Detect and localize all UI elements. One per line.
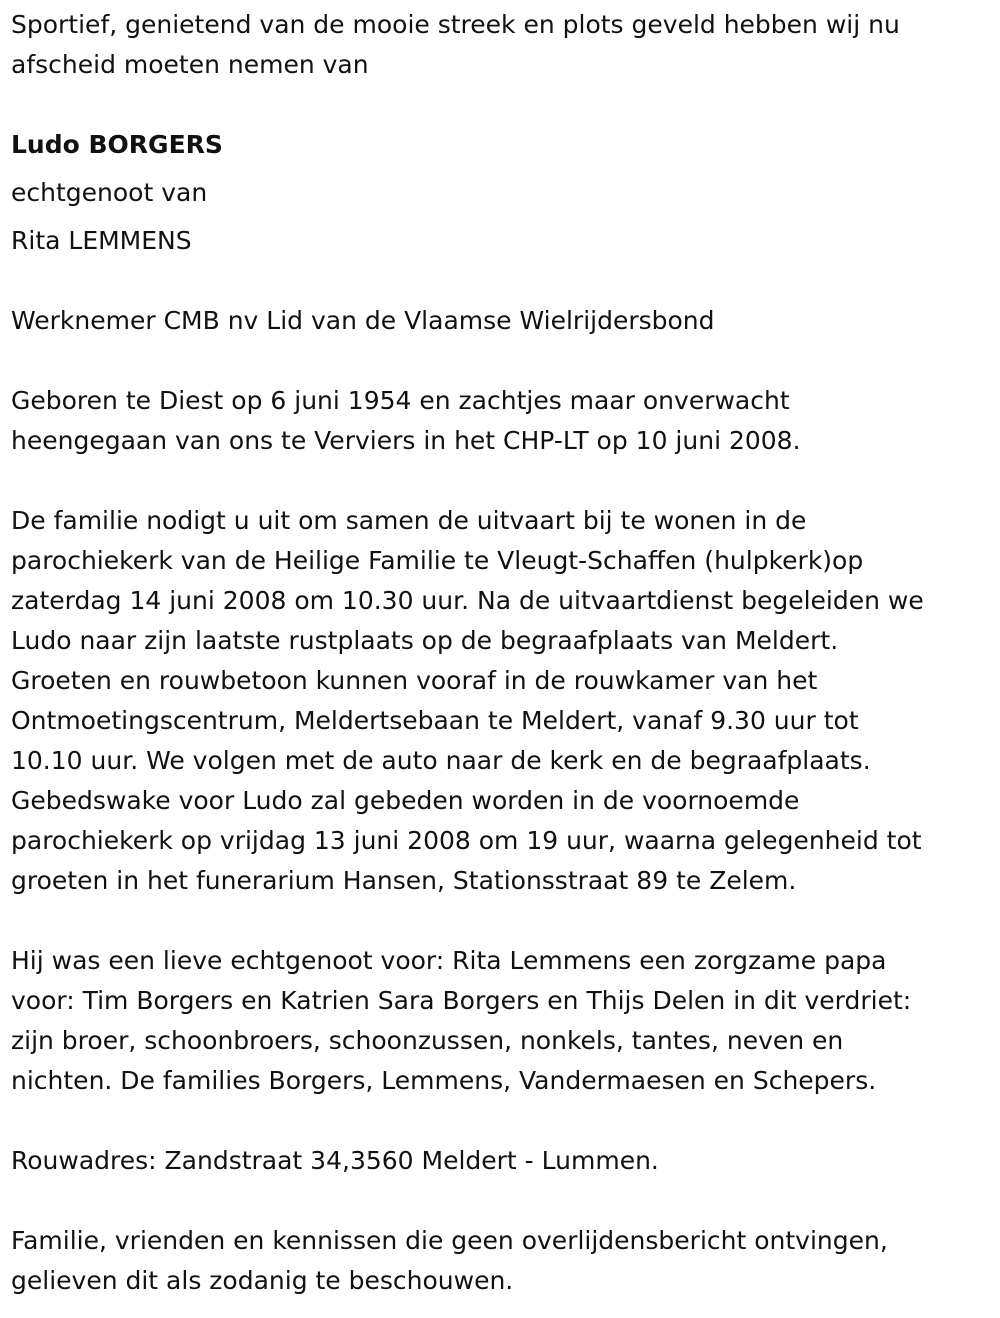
closing-line-1: Familie, vrienden en kennissen die geen overlijdensbericht ontvingen,	[11, 1226, 888, 1255]
occupation-text: Werknemer CMB nv Lid van de Vlaamse Wielrijdersbond	[11, 306, 715, 335]
family-line-2: voor: Tim Borgers en Katrien Sara Borgers en Thijs Delen in dit verdriet:	[11, 986, 912, 1015]
mourning-address: Rouwadres: Zandstraat 34,3560 Meldert - Lummen.	[11, 1146, 659, 1175]
funeral-line-9: parochiekerk op vrijdag 13 juni 2008 om 19 uur, waarna gelegenheid tot	[11, 826, 922, 855]
funeral-line-5: Groeten en rouwbetoon kunnen vooraf in de rouwkamer van het	[11, 666, 818, 695]
funeral-line-7: 10.10 uur. We volgen met de auto naar de kerk en de begraafplaats.	[11, 746, 871, 775]
family-line-1: Hij was een lieve echtgenoot voor: Rita Lemmens een zorgzame papa	[11, 946, 887, 975]
funeral-line-8: Gebedswake voor Ludo zal gebeden worden in de voornoemde	[11, 786, 800, 815]
birth-death-line-2: heengegaan van ons te Verviers in het CHP-LT op 10 juni 2008.	[11, 426, 801, 455]
relation-text: echtgenoot van	[11, 178, 208, 207]
intro-line-1: Sportief, genietend van de mooie streek en plots geveld hebben wij nu	[11, 10, 900, 39]
funeral-line-4: Ludo naar zijn laatste rustplaats op de begraafplaats van Meldert.	[11, 626, 839, 655]
funeral-line-3: zaterdag 14 juni 2008 om 10.30 uur. Na de uitvaartdienst begeleiden we	[11, 586, 924, 615]
funeral-line-2: parochiekerk van de Heilige Familie te Vleugt-Schaffen (hulpkerk)op	[11, 546, 864, 575]
closing-line-2: gelieven dit als zodanig te beschouwen.	[11, 1266, 514, 1295]
birth-death-line-1: Geboren te Diest op 6 juni 1954 en zachtjes maar onverwacht	[11, 386, 790, 415]
deceased-name: Ludo BORGERS	[11, 130, 223, 159]
intro-line-2: afscheid moeten nemen van	[11, 50, 369, 79]
funeral-line-6: Ontmoetingscentrum, Meldertsebaan te Meldert, vanaf 9.30 uur tot	[11, 706, 859, 735]
funeral-line-1: De familie nodigt u uit om samen de uitvaart bij te wonen in de	[11, 506, 807, 535]
family-line-3: zijn broer, schoonbroers, schoonzussen, nonkels, tantes, neven en	[11, 1026, 844, 1055]
funeral-line-10: groeten in het funerarium Hansen, Stationsstraat 89 te Zelem.	[11, 866, 797, 895]
spouse-name: Rita LEMMENS	[11, 226, 192, 255]
family-line-4: nichten. De families Borgers, Lemmens, Vandermaesen en Schepers.	[11, 1066, 877, 1095]
